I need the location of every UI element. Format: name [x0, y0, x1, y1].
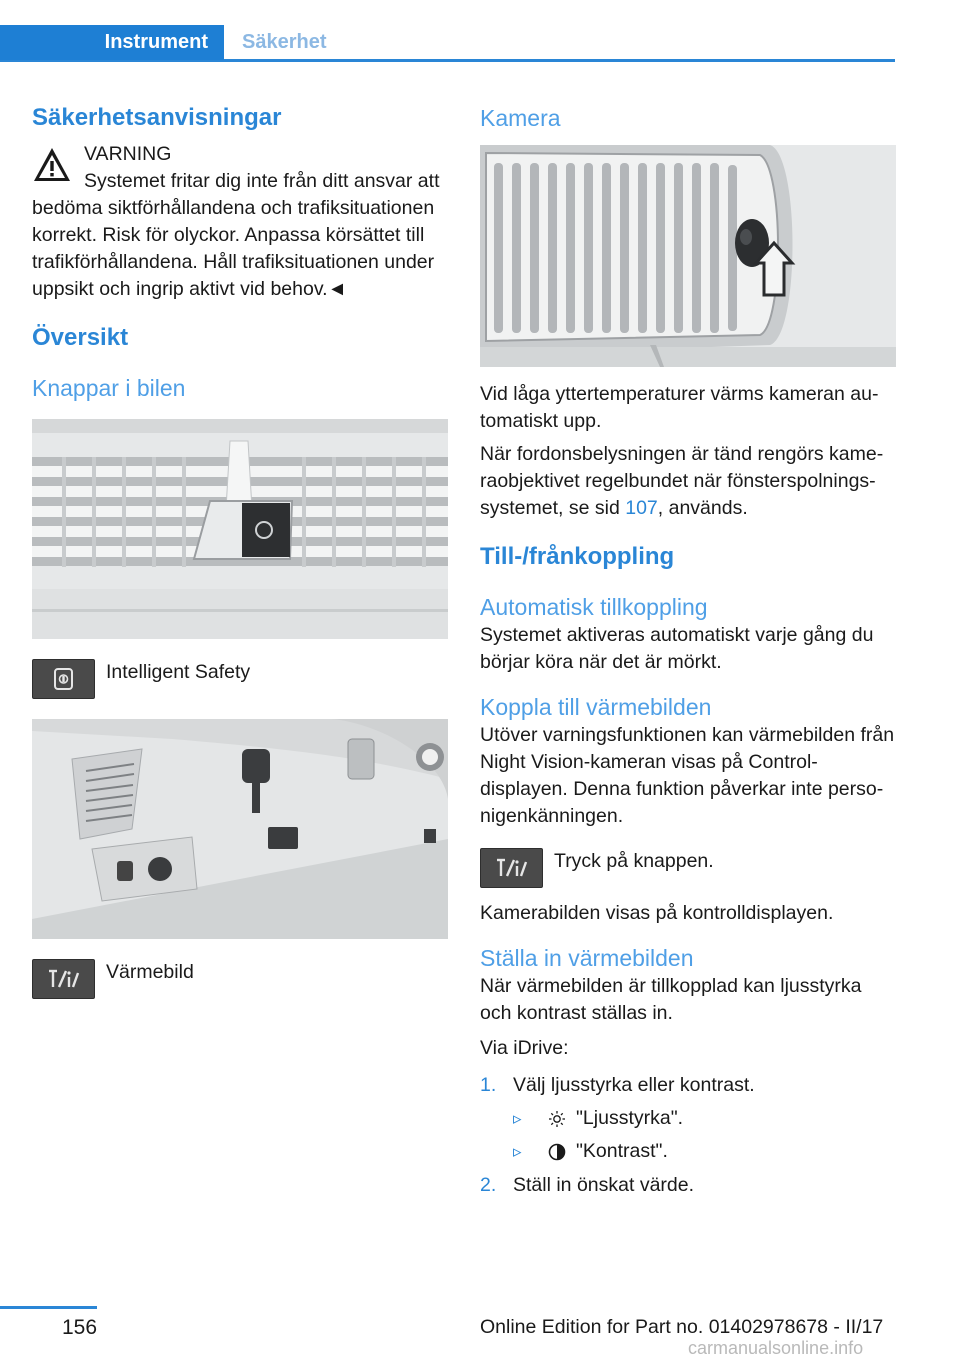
grille-button-image: [32, 419, 448, 639]
brightness-text: "Ljusstyrka".: [576, 1107, 684, 1129]
right-column: [480, 95, 896, 1199]
thermal-heading: Koppla till värmebilden: [480, 694, 712, 720]
bullet-marker: ▹: [513, 1109, 522, 1128]
camera-heading: Kamera: [480, 105, 561, 131]
thermal-button-icon: [32, 959, 95, 999]
step-2-text: Ställ in önskat värde.: [513, 1174, 695, 1196]
sun-icon: [548, 1110, 566, 1128]
intelligent-safety-row: [32, 659, 448, 703]
camera-grille-image: [480, 145, 896, 367]
camera-paragraph-2-text: När fordonsbelysningen är tänd rengörs kame-raobjektivet regelbundet när fönsterspolnings-systemet, se sid: [480, 443, 884, 519]
camera-paragraph-2: [480, 441, 896, 522]
watermark: carmanualsonline.info: [688, 1338, 864, 1358]
camera-paragraph-1: Vid låga yttertemperaturer värms kameran au-tomatiskt upp.: [480, 383, 879, 432]
contrast-icon: [548, 1143, 566, 1161]
buttons-heading: Knappar i bilen: [32, 375, 186, 401]
auto-heading: Automatisk tillkoppling: [480, 594, 708, 620]
thermal-image-row: [32, 959, 448, 1003]
contrast-text: "Kontrast".: [576, 1140, 668, 1162]
adjust-heading: Ställa in värmebilden: [480, 945, 694, 971]
overview-heading: Översikt: [32, 324, 129, 351]
page-number: 156: [62, 1316, 98, 1339]
left-column: [32, 95, 448, 1003]
warning-block: [32, 141, 448, 303]
step-1: [480, 1072, 896, 1099]
step-2-number: 2.: [480, 1174, 497, 1196]
tab-sakerhet[interactable]: Säkerhet: [242, 31, 327, 53]
intelligent-safety-label: Intelligent Safety: [106, 661, 251, 683]
header-tabbar: [0, 25, 895, 62]
camera-shown-text: Kamerabilden visas på kontrolldisplayen.: [480, 902, 834, 924]
bullet-marker: ▹: [513, 1142, 522, 1161]
dashboard-image: [32, 719, 448, 939]
thermal-button-icon-2: [480, 848, 543, 888]
onoff-heading: Till-/frånkoppling: [480, 543, 675, 570]
footer-divider: [0, 1306, 97, 1309]
warning-label: VARNING: [84, 143, 172, 165]
step-1-text: Välj ljusstyrka eller kontrast.: [513, 1074, 755, 1096]
thermal-text: Utöver varningsfunktionen kan värmebilden från Night Vision-kameran visas på Control-displayen. Denna funktion påverkar inte perso-nigenkänningen.: [480, 724, 895, 827]
tab-instrument[interactable]: Instrument: [0, 25, 224, 60]
step-2: [480, 1172, 896, 1199]
via-idrive-text: Via iDrive:: [480, 1037, 569, 1059]
thermal-image-label: Värmebild: [106, 961, 194, 983]
intelligent-safety-button-icon: [32, 659, 95, 699]
page-link-107[interactable]: 107: [625, 497, 658, 519]
sub-item-brightness: [480, 1105, 896, 1135]
camera-paragraph-2-end: , används.: [657, 497, 748, 519]
warning-triangle-icon: [32, 145, 72, 185]
press-button-label: Tryck på knappen.: [554, 850, 714, 872]
edition-text: Online Edition for Part no. 01402978678 - II/17: [480, 1316, 884, 1338]
press-button-row: [480, 848, 896, 890]
warning-text: bedöma siktförhållandena och trafiksituationen korrekt. Risk för olyckor. Anpassa körsättet till trafikförhållandena. Håll trafiksituationen under uppsikt och ingrip aktivt vid behov.◄: [32, 197, 435, 300]
step-1-number: 1.: [480, 1074, 497, 1096]
sub-item-contrast: [480, 1138, 896, 1168]
adjust-text: När värmebilden är tillkopplad kan ljusstyrka och kontrast ställas in.: [480, 975, 862, 1024]
safety-heading: Säkerhetsanvisningar: [32, 104, 282, 131]
warning-first-line: Systemet fritar dig inte från ditt ansvar att: [84, 170, 440, 192]
auto-text: Systemet aktiveras automatiskt varje gång du börjar köra när det är mörkt.: [480, 624, 874, 673]
